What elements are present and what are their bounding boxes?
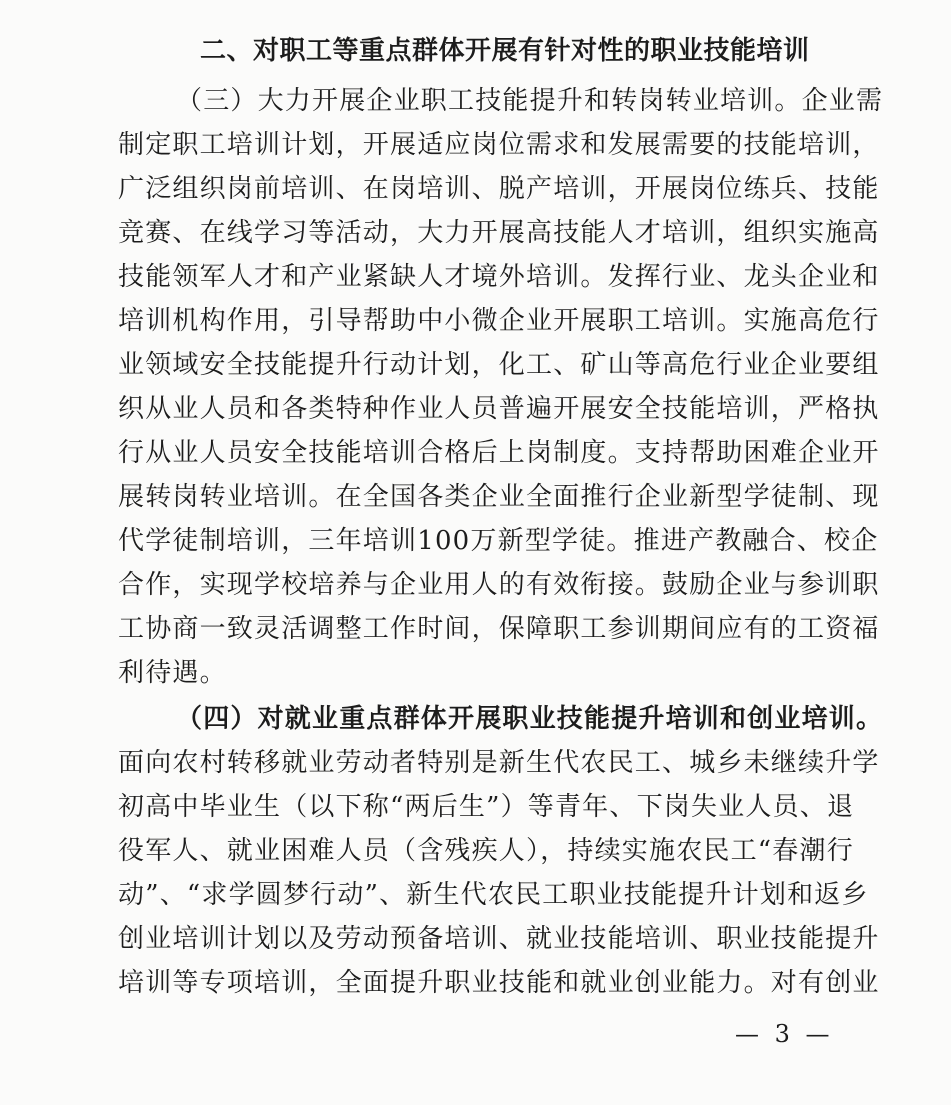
paragraph-4-line: 创业培训计划以及劳动预备培训、就业技能培训、职业技能提升 — [118, 924, 880, 954]
paragraph-4-line: （四）对就业重点群体开展职业技能提升培训和创业培训。 — [176, 704, 884, 734]
paragraph-4-line: 培训等专项培训，全面提升职业技能和就业创业能力。对有创业 — [118, 968, 880, 998]
paragraph-3-line: 业领域安全技能提升行动计划，化工、矿山等高危行业企业要组 — [118, 350, 880, 380]
paragraph-3-line: 展转岗转业培训。在全国各类企业全面推行企业新型学徒制、现 — [118, 482, 880, 512]
paragraph-4-line: 役军人、就业困难人员（含残疾人），持续实施农民工“春潮行 — [118, 836, 854, 866]
paragraph-3-line: 培训机构作用，引导帮助中小微企业开展职工培训。实施高危行 — [118, 306, 880, 336]
paragraph-4-line: 初高中毕业生（以下称“两后生”）等青年、下岗失业人员、退 — [118, 792, 855, 822]
paragraph-3-line: 代学徒制培训，三年培训100万新型学徒。推进产教融合、校企 — [118, 526, 879, 556]
paragraph-4-line: 面向农村转移就业劳动者特别是新生代农民工、城乡未继续升学 — [118, 748, 880, 778]
paragraph-3-line: 织从业人员和各类特种作业人员普遍开展安全技能培训，严格执 — [118, 394, 880, 424]
paragraph-3-line: 工协商一致灵活调整工作时间，保障职工参训期间应有的工资福 — [118, 614, 880, 644]
paragraph-3-line: 广泛组织岗前培训、在岗培训、脱产培训，开展岗位练兵、技能 — [118, 174, 880, 204]
paragraph-3-line: 利待遇。 — [118, 658, 227, 688]
paragraph-3-line: 合作，实现学校培养与企业用人的有效衔接。鼓励企业与参训职 — [118, 570, 880, 600]
paragraph-3-line: 制定职工培训计划，开展适应岗位需求和发展需要的技能培训， — [118, 130, 880, 160]
paragraph-3-line: 竞赛、在线学习等活动，大力开展高技能人才培训，组织实施高 — [118, 218, 880, 248]
page-number: — 3 — — [735, 1020, 834, 1048]
paragraph-4-line: 动”、“求学圆梦行动”、新生代农民工职业技能提升计划和返乡 — [118, 880, 869, 910]
section-heading: 二、对职工等重点群体开展有针对性的职业技能培训 — [200, 36, 810, 66]
paragraph-3-line: 技能领军人才和产业紧缺人才境外培训。发挥行业、龙头企业和 — [118, 262, 880, 292]
paragraph-3-line: 行从业人员安全技能培训合格后上岗制度。支持帮助困难企业开 — [118, 438, 880, 468]
paragraph-3-line: （三）大力开展企业职工技能提升和转岗转业培训。企业需 — [176, 86, 884, 116]
